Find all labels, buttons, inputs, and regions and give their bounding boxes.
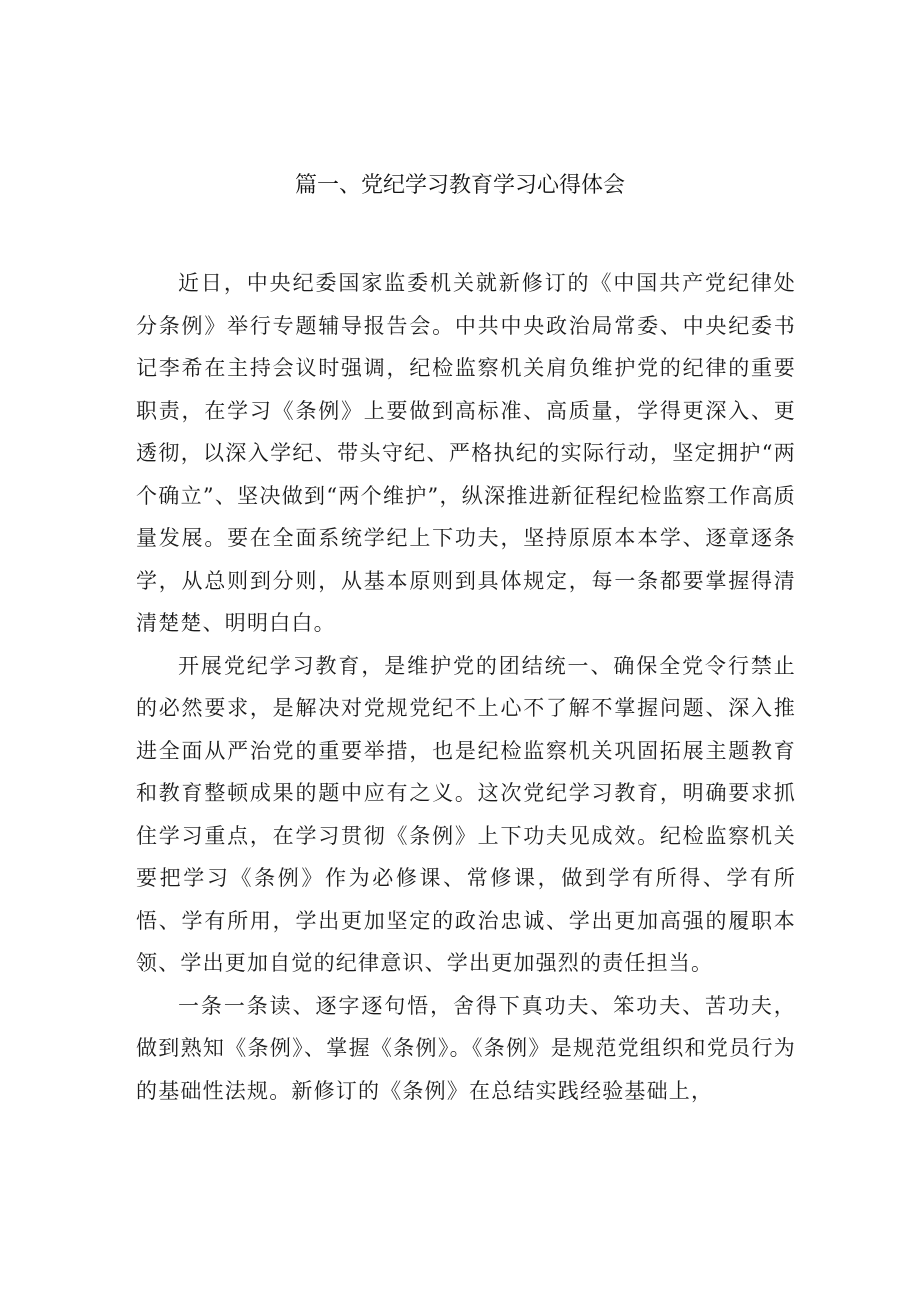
document-body — [136, 262, 796, 1112]
paragraph-3: 一条一条读、逐字逐句悟，舍得下真功夫、笨功夫、苦功夫，做到熟知《条例》、掌握《条例》。《条例》是规范党组织和党员行为的基础性法规。新修订的《条例》在总结实践经验基础上， — [136, 993, 796, 1103]
paragraph-1: 近日，中央纪委国家监委机关就新修订的《中国共产党纪律处分条例》举行专题辅导报告会。中共中央政治局常委、中央纪委书记李希在主持会议时强调，纪检监察机关肩负维护党的纪律的重要职责，在学习《条例》上要做到高标准、高质量，学得更深入、更透彻，以深入学纪、带头守纪、严格执纪的实际行动，坚定拥护“两个确立”、坚决做到“两个维护”，纵深推进新征程纪检监察工作高质量发展。要在全面系统学纪上下功夫，坚持原原本本学、逐章逐条学，从总则到分则，从基本原则到具体规定，每一条都要掌握得清清楚楚、明明白白。 — [136, 271, 796, 635]
paragraph-2: 开展党纪学习教育，是维护党的团结统一、确保全党令行禁止的必然要求，是解决对党规党纪不上心不了解不掌握问题、深入推进全面从严治党的重要举措，也是纪检监察机关巩固拓展主题教育和教育整顿成果的题中应有之义。这次党纪学习教育，明确要求抓住学习重点，在学习贯彻《条例》上下功夫见成效。纪检监察机关要把学习《条例》作为必修课、常修课，做到学有所得、学有所悟、学有所用，学出更加坚定的政治忠诚、学出更加高强的履职本领、学出更加自觉的纪律意识、学出更加强烈的责任担当。 — [136, 653, 796, 975]
document-title: 篇一、党纪学习教育学习心得体会 — [294, 173, 625, 198]
